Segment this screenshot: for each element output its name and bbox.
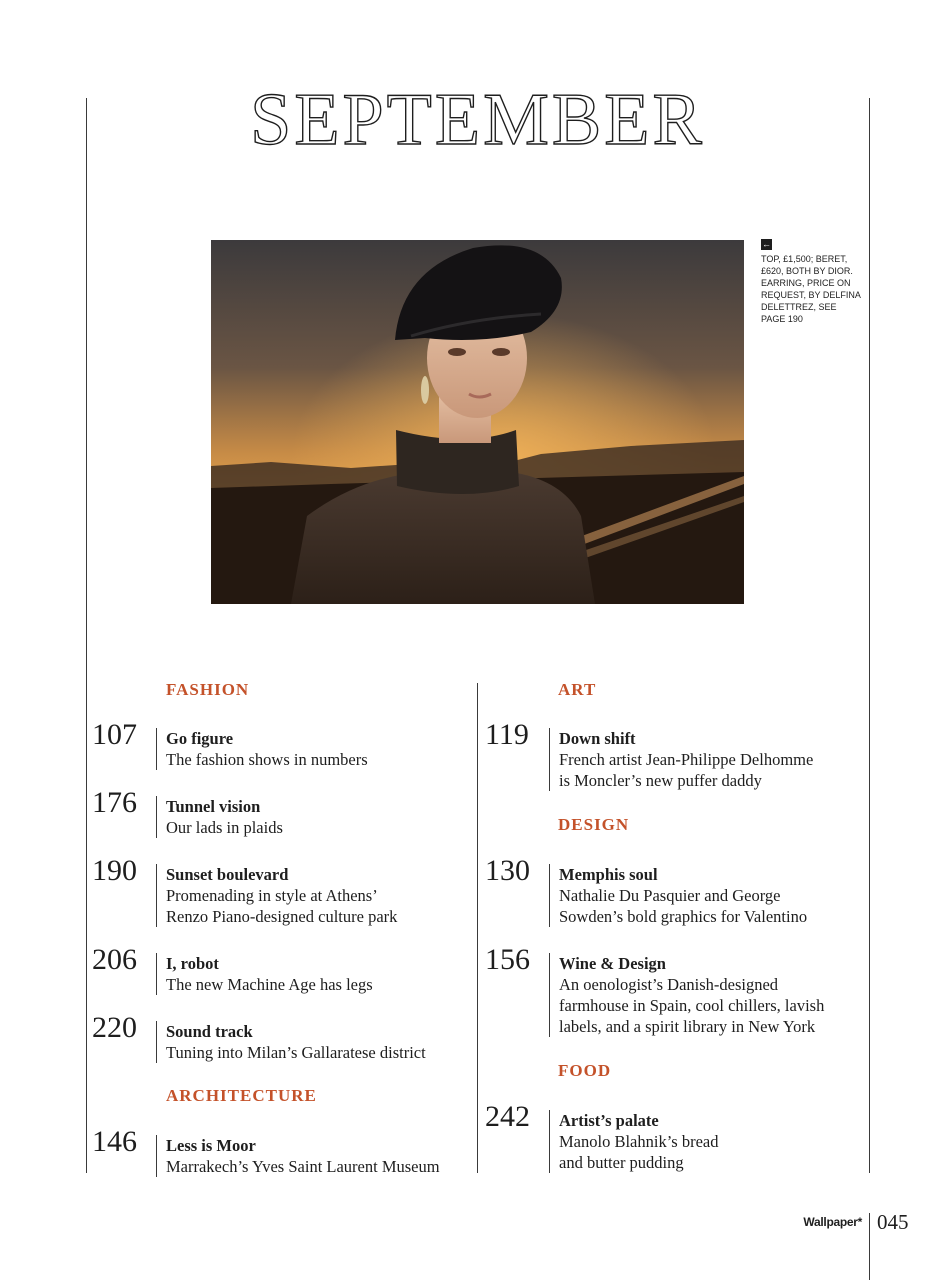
cover-photo [211, 240, 744, 604]
entry-title: I, robot [166, 954, 219, 973]
entry-text [156, 1021, 426, 1063]
entry-description: The new Machine Age has legs [166, 975, 373, 994]
entry-text [156, 796, 283, 838]
entry-description: Manolo Blahnik’s bread [559, 1132, 719, 1151]
entry-description: is Moncler’s new puffer daddy [559, 771, 762, 790]
photo-caption [761, 238, 861, 325]
entry-text [156, 953, 373, 995]
entry-text [156, 864, 397, 927]
section-architecture: ARCHITECTURE [166, 1086, 317, 1105]
entry-description: Marrakech’s Yves Saint Laurent Museum [166, 1157, 440, 1176]
entry-description: Renzo Piano-designed culture park [166, 907, 398, 926]
entry-description: Nathalie Du Pasquier and George [559, 886, 781, 905]
section-design: DESIGN [558, 815, 630, 834]
entry-description: The fashion shows in numbers [166, 750, 368, 769]
entry-title: Sound track [166, 1022, 253, 1041]
left-column-rule [86, 98, 87, 1173]
entry-description: farmhouse in Spain, cool chillers, lavish [559, 996, 825, 1015]
page-number: 220 [92, 1011, 137, 1044]
entry-description: labels, and a spirit library in New York [559, 1017, 816, 1036]
page-number: 242 [485, 1100, 530, 1133]
page-number: 176 [92, 786, 137, 819]
page-number: 119 [485, 718, 529, 751]
entry-description: Our lads in plaids [166, 818, 283, 837]
middle-column-rule [477, 683, 478, 1173]
entry-title: Down shift [559, 729, 636, 748]
footer-brand: Wallpaper* [803, 1215, 862, 1229]
arrow-left-icon: ← [762, 239, 771, 249]
entry-title: Tunnel vision [166, 797, 261, 816]
entry-title: Artist’s palate [559, 1111, 659, 1130]
section-food: FOOD [558, 1061, 612, 1080]
entry-text [549, 728, 813, 791]
entry-description: and butter pudding [559, 1153, 684, 1172]
right-column-rule [869, 98, 870, 1173]
entry-title: Wine & Design [559, 954, 666, 973]
section-art: ART [558, 680, 597, 699]
entry-title: Sunset boulevard [166, 865, 289, 884]
page-number: 146 [92, 1125, 137, 1158]
page-number: 190 [92, 854, 137, 887]
folio-rule [869, 1213, 870, 1280]
entry-text [549, 1110, 718, 1173]
entry-text [156, 1135, 440, 1177]
page-number: 107 [92, 718, 137, 751]
entry-description: Promenading in style at Athens’ [166, 886, 378, 905]
entry-description: An oenologist’s Danish-designed [559, 975, 779, 994]
entry-text [549, 953, 824, 1037]
page-title: SEPTEMBER [250, 79, 705, 161]
entry-title: Memphis soul [559, 865, 658, 884]
entry-text [549, 864, 807, 927]
entry-text [156, 728, 368, 770]
entry-title: Go figure [166, 729, 234, 748]
entry-description: Tuning into Milan’s Gallaratese district [166, 1043, 426, 1062]
entry-title: Less is Moor [166, 1136, 256, 1155]
section-fashion: FASHION [166, 680, 250, 699]
caption-text: TOP, £1,500; BERET, £620, BOTH BY DIOR. EARRING, PRICE ON REQUEST, BY DELFINA DELETTREZ, SEE PAGE 190 [761, 254, 861, 324]
entry-description: French artist Jean-Philippe Delhomme [559, 750, 814, 769]
page-number: 130 [485, 854, 530, 887]
page-number: 206 [92, 943, 137, 976]
entry-description: Sowden’s bold graphics for Valentino [559, 907, 808, 926]
page-number: 156 [485, 943, 530, 976]
footer-page-number: 045 [877, 1210, 909, 1234]
